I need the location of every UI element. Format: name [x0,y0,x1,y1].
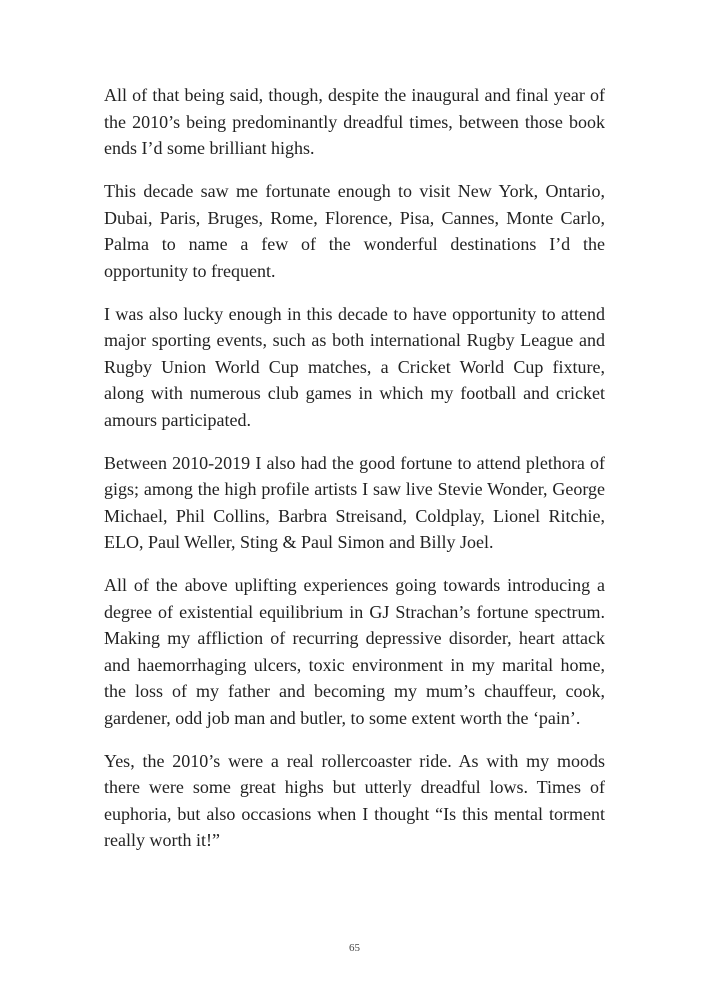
paragraph-6: Yes, the 2010’s were a real rollercoaster ride. As with my moods there were some great highs but utterly dreadful lows. Times of euphoria, but also occasions when I thought “Is this mental torment really worth it!” [104,750,605,850]
paragraph-2: This decade saw me fortunate enough to visit New York, Ontario, Dubai, Paris, Bruges, Rome, Florence, Pisa, Cannes, Monte Carlo, Palma to name a few of the wonderful destinations I’d the opportunity to frequent. [104,181,605,281]
paragraph-5: All of the above uplifting experiences going towards introducing a degree of existential equilibrium in GJ Strachan’s fortune spectrum. Making my affliction of recurring depressive disorder, heart attack and haemorrhaging ulcers, toxic environment in my marital home, the loss of my father and becoming my mum’s chauffeur, cook, gardener, odd job man and butler, to some extent worth the ‘pain’. [104,575,605,728]
paragraph-1: All of that being said, though, despite the inaugural and final year of the 2010’s being predominantly dreadful times, between those book ends I’d some brilliant highs. [104,85,605,158]
body-text [104,82,605,870]
paragraph-3: I was also lucky enough in this decade to have opportunity to attend major sporting events, such as both international Rugby League and Rugby Union World Cup matches, a Cricket World Cup fixture, along with numerous club games in which my football and cricket amours participated. [104,303,605,430]
page-number: 65 [349,942,360,954]
paragraph-4: Between 2010-2019 I also had the good fortune to attend plethora of gigs; among the high profile artists I saw live Stevie Wonder, George Michael, Phil Collins, Barbra Streisand, Coldplay, Lionel Ritchie, ELO, Paul Weller, Sting & Paul Simon and Billy Joel. [104,452,605,552]
